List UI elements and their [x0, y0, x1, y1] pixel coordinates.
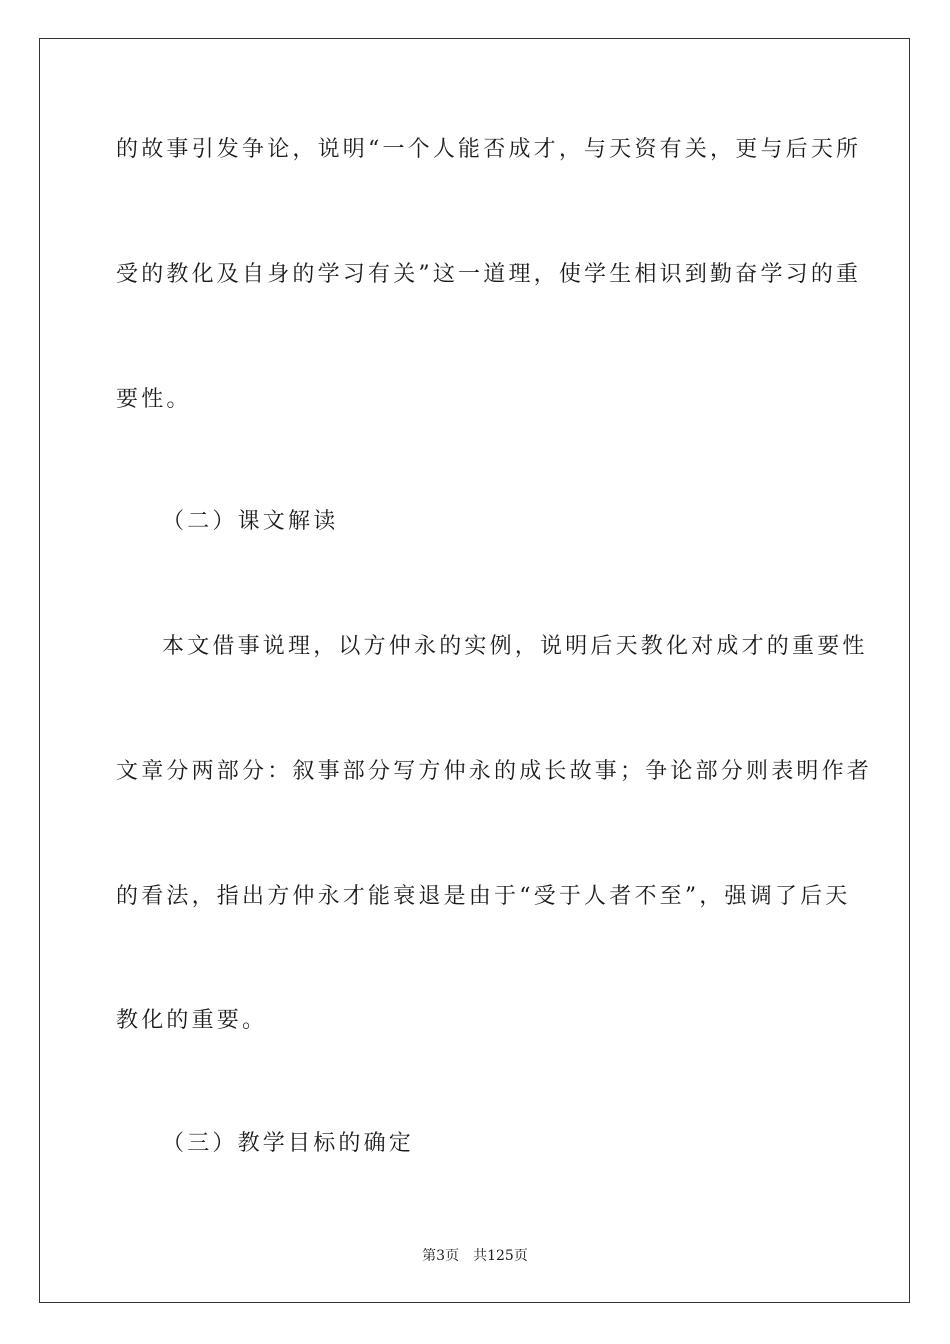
paragraph-line: 教化的重要。: [116, 1008, 268, 1033]
section-heading: （二）课文解读: [162, 509, 339, 534]
total-pages: 共125页: [473, 1248, 528, 1264]
paragraph-line: 本文借事说理，以方仲永的实例，说明后天教化对成才的重要性: [162, 634, 868, 659]
page-border: [39, 38, 910, 1303]
page-footer: [0, 1246, 950, 1266]
page-number: 第3页: [422, 1248, 460, 1264]
paragraph-line: 的故事引发争论，说明“一个人能否成才，与天资有关，更与后天所: [116, 137, 862, 162]
paragraph-line: 受的教化及自身的学习有关”这一道理，使学生相识到勤奋学习的重: [116, 262, 862, 287]
paragraph-line: 文章分两部分：叙事部分写方仲永的成长故事；争论部分则表明作者: [116, 759, 873, 784]
paragraph-line: 要性。: [116, 387, 192, 412]
paragraph-line: 的看法，指出方仲永才能衰退是由于“受于人者不至”，强调了后天: [116, 884, 851, 909]
section-heading: （三）教学目标的确定: [162, 1131, 415, 1156]
